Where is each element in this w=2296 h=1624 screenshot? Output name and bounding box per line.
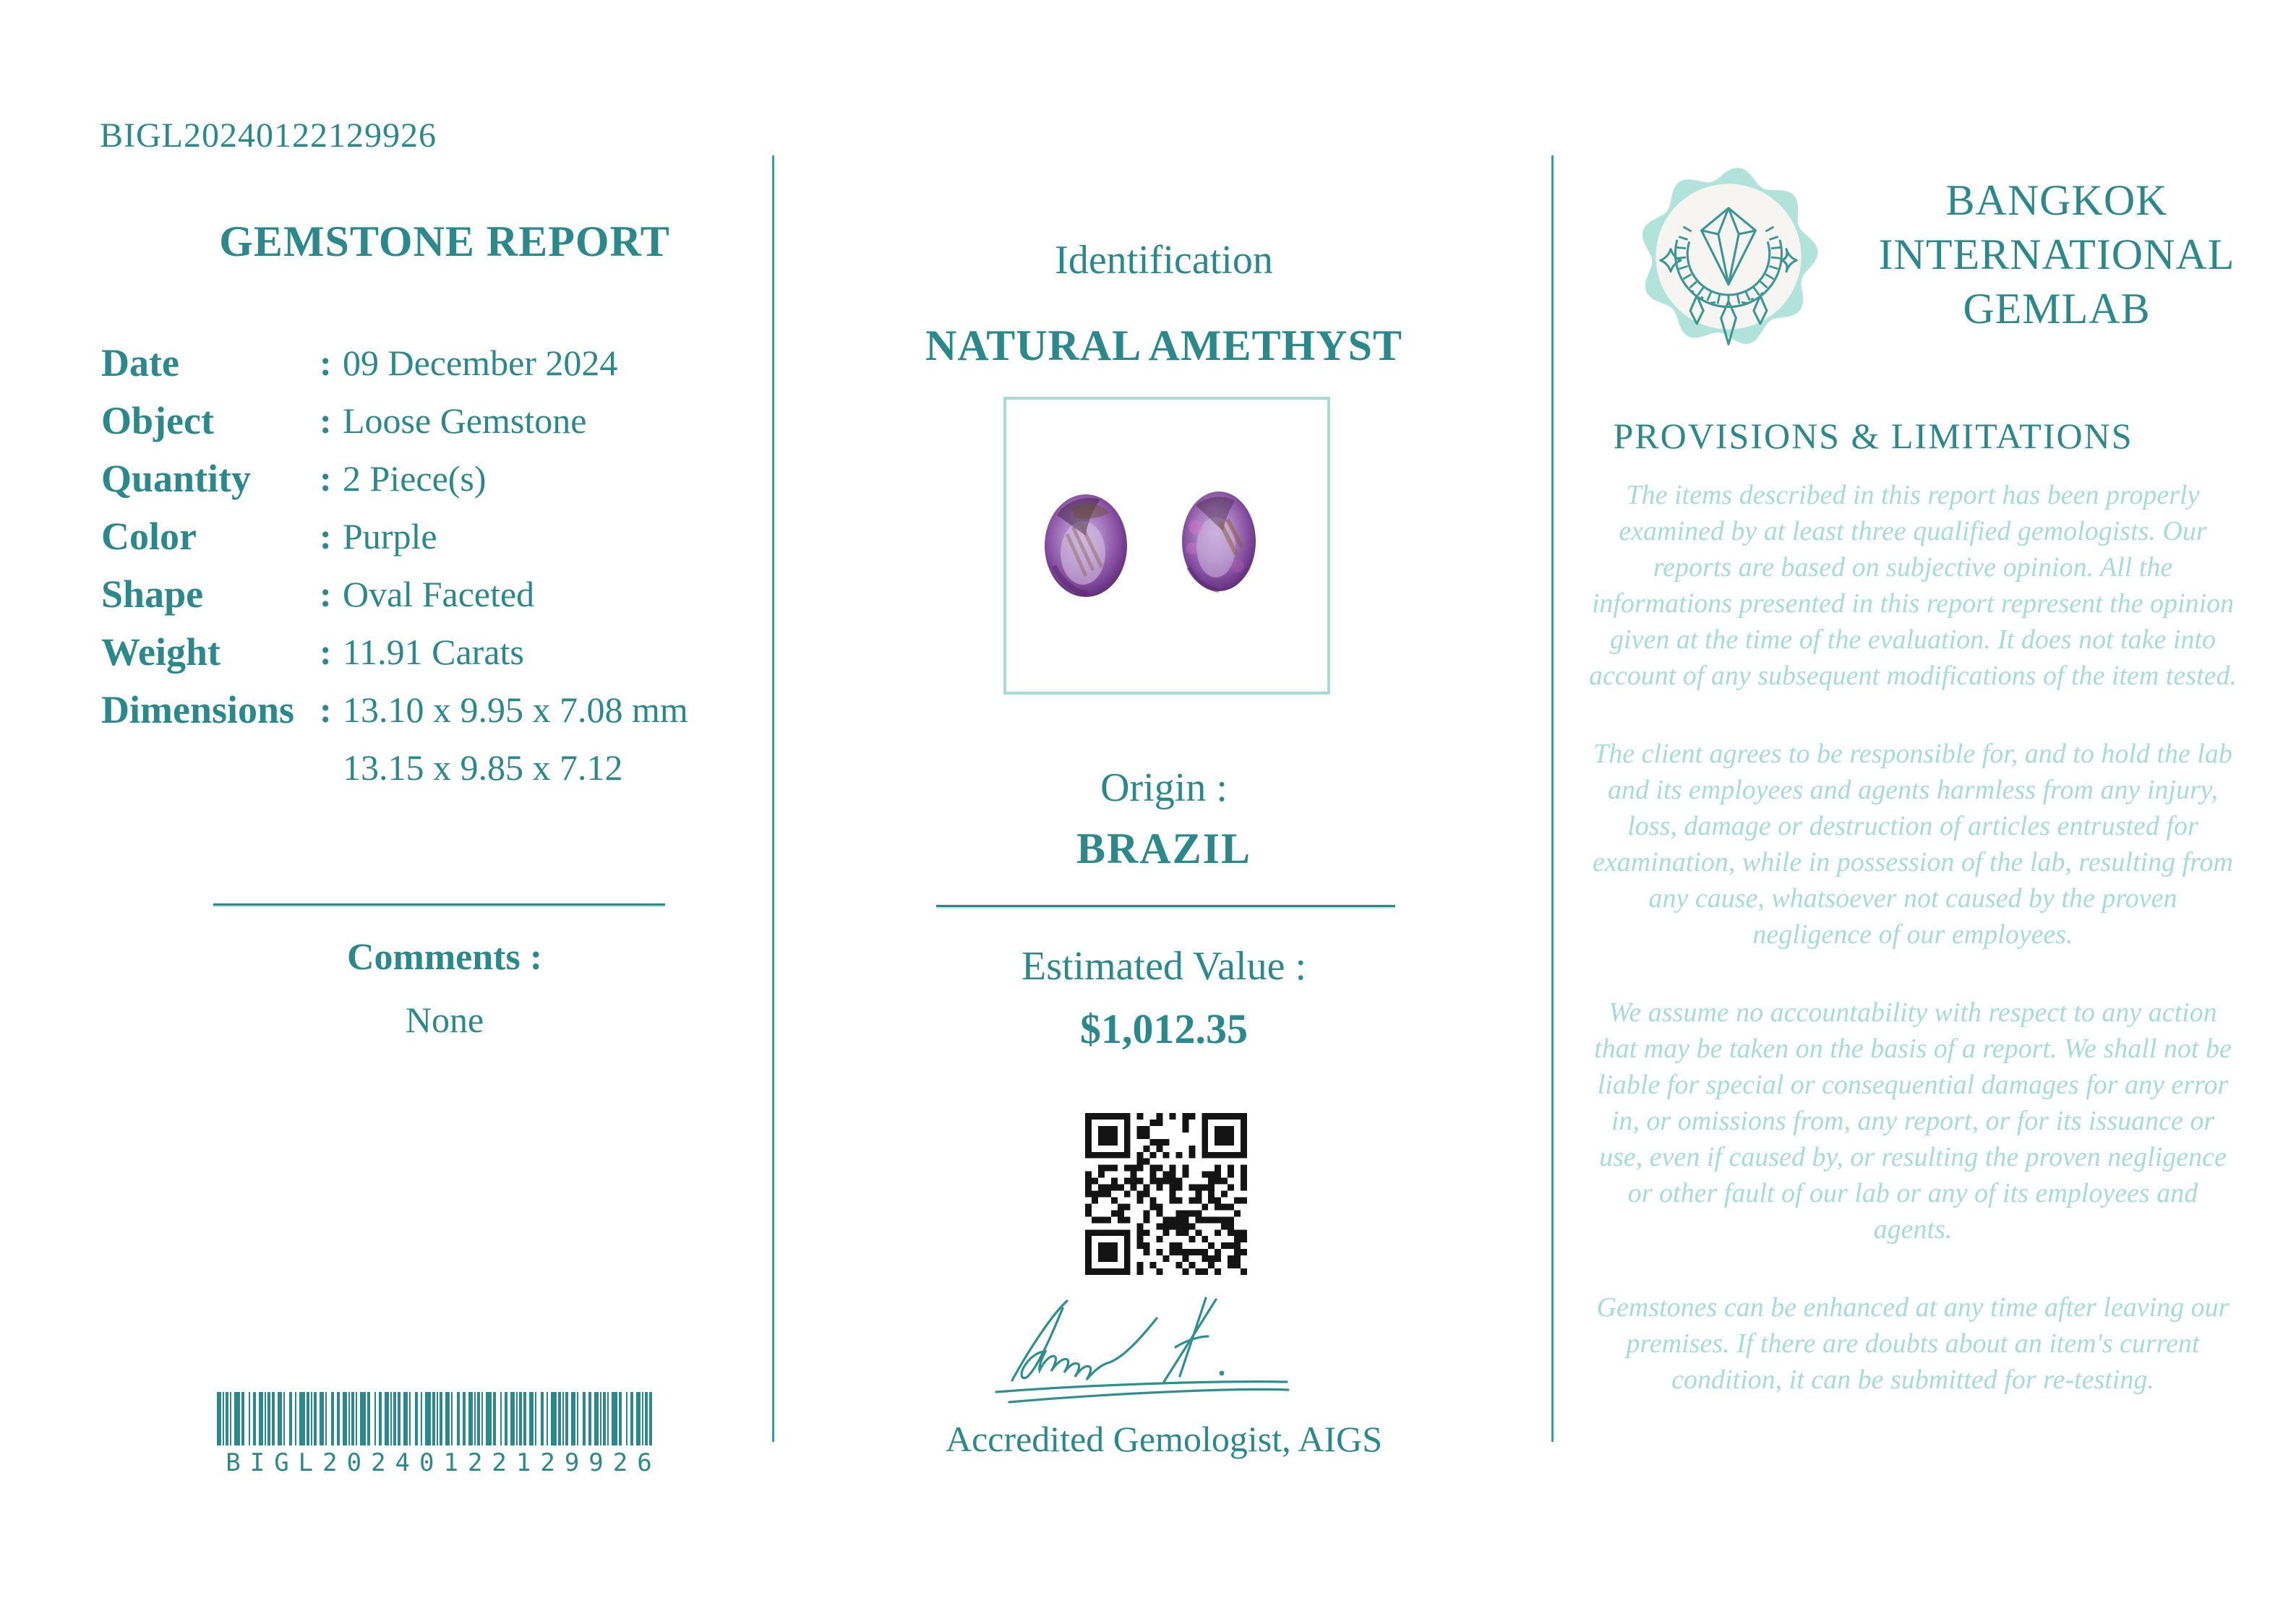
lab-name-line1: BANGKOK	[1945, 176, 2168, 224]
estimated-value: $1,012.35	[1080, 1005, 1248, 1052]
comments-label: Comments :	[346, 937, 543, 978]
lab-logo	[1635, 163, 1822, 350]
field-label: Object	[101, 399, 214, 442]
provisions-paragraphs	[1588, 477, 2238, 1440]
barcode	[215, 1392, 662, 1449]
field-value: 11.91 Carats	[343, 632, 524, 672]
field-colon: :	[320, 458, 332, 499]
field-label: Shape	[101, 572, 204, 616]
field-row	[101, 334, 788, 392]
origin-label: Origin :	[1100, 765, 1228, 810]
field-colon: :	[320, 574, 332, 614]
comments-value: None	[405, 1000, 484, 1040]
column-divider-right	[1551, 155, 1554, 1442]
provision-paragraph: We assume no accountability with respect to any action that may be taken on the basis of a report. We shall not be liable for special or consequential damages for any error in, or omissions from, any report, or for its issuance or use, even if caused by, or resulting the proven negligence or other fault of our lab or any of its employees and agents.	[1594, 997, 2232, 1245]
identification-heading: Identification	[1055, 238, 1273, 283]
provisions-title: PROVISIONS & LIMITATIONS	[1613, 416, 2133, 456]
field-row	[101, 681, 788, 739]
field-value: Oval Faceted	[343, 574, 535, 614]
field-value: 13.15 x 9.85 x 7.12	[343, 747, 623, 788]
gemstone-photo	[1003, 397, 1330, 695]
gemstones-image	[1006, 400, 1327, 692]
field-colon: :	[320, 516, 332, 557]
field-label: Color	[101, 515, 197, 558]
field-value: 2 Piece(s)	[343, 458, 487, 499]
gem-right	[1182, 491, 1256, 591]
field-colon: :	[320, 632, 332, 672]
barcode-bars-icon	[215, 1392, 662, 1445]
field-value: 13.10 x 9.95 x 7.08 mm	[343, 689, 688, 730]
field-row	[101, 623, 788, 681]
field-colon: :	[320, 343, 332, 383]
field-label: Date	[101, 341, 179, 384]
field-value: Purple	[343, 516, 437, 557]
signature-icon	[992, 1295, 1303, 1418]
qr-code	[1085, 1113, 1247, 1275]
qr-code-icon	[1085, 1113, 1247, 1275]
field-row	[101, 392, 788, 450]
estimated-value-label: Estimated Value :	[1021, 944, 1306, 989]
lab-logo-icon	[1635, 163, 1822, 350]
field-label: Dimensions	[101, 688, 295, 731]
middle-divider-rule	[936, 905, 1395, 908]
stone-name: NATURAL AMETHYST	[925, 322, 1402, 369]
provision-paragraph: Gemstones can be enhanced at any time after leaving our premises. If there are doubts about an item's current condition, it can be submitted for re-testing.	[1596, 1292, 2229, 1395]
field-value: 09 December 2024	[343, 343, 618, 383]
field-row	[101, 507, 788, 565]
field-row	[101, 739, 788, 796]
report-fields	[101, 334, 788, 796]
report-title: GEMSTONE REPORT	[219, 218, 670, 265]
lab-name	[1858, 173, 2256, 336]
gem-left	[1045, 494, 1127, 597]
signature	[992, 1295, 1303, 1418]
lab-name-line2: INTERNATIONAL	[1878, 231, 2235, 278]
provision-paragraph: The client agrees to be responsible for, and to hold the lab and its employees and agents harmless from any injury, loss, damage or destruction of articles entrusted for examination, while in possession of the lab, resulting from any cause, whatsoever not caused by the proven negligence of our employees.	[1593, 739, 2233, 950]
field-row	[101, 450, 788, 507]
gemologist-title: Accredited Gemologist, AIGS	[945, 1419, 1383, 1459]
left-divider-rule	[213, 903, 665, 907]
field-label: Quantity	[101, 457, 252, 500]
field-value: Loose Gemstone	[343, 400, 587, 441]
report-number: BIGL20240122129926	[100, 116, 437, 155]
lab-name-line3: GEMLAB	[1963, 285, 2151, 332]
field-label: Weight	[101, 630, 221, 674]
origin-value: BRAZIL	[1076, 825, 1252, 872]
field-colon: :	[320, 400, 332, 441]
field-row	[101, 565, 788, 623]
provision-paragraph: The items described in this report has been properly examined by at least three qualified gemologists. Our reports are based on subjective opinion. All the informations presented in this report represent the opinion given at the time of the evaluation. It does not take into account of any subsequent modifications of the item tested.	[1588, 480, 2237, 691]
barcode-text: BIGL20240122129926	[226, 1448, 661, 1477]
field-colon: :	[320, 689, 332, 730]
